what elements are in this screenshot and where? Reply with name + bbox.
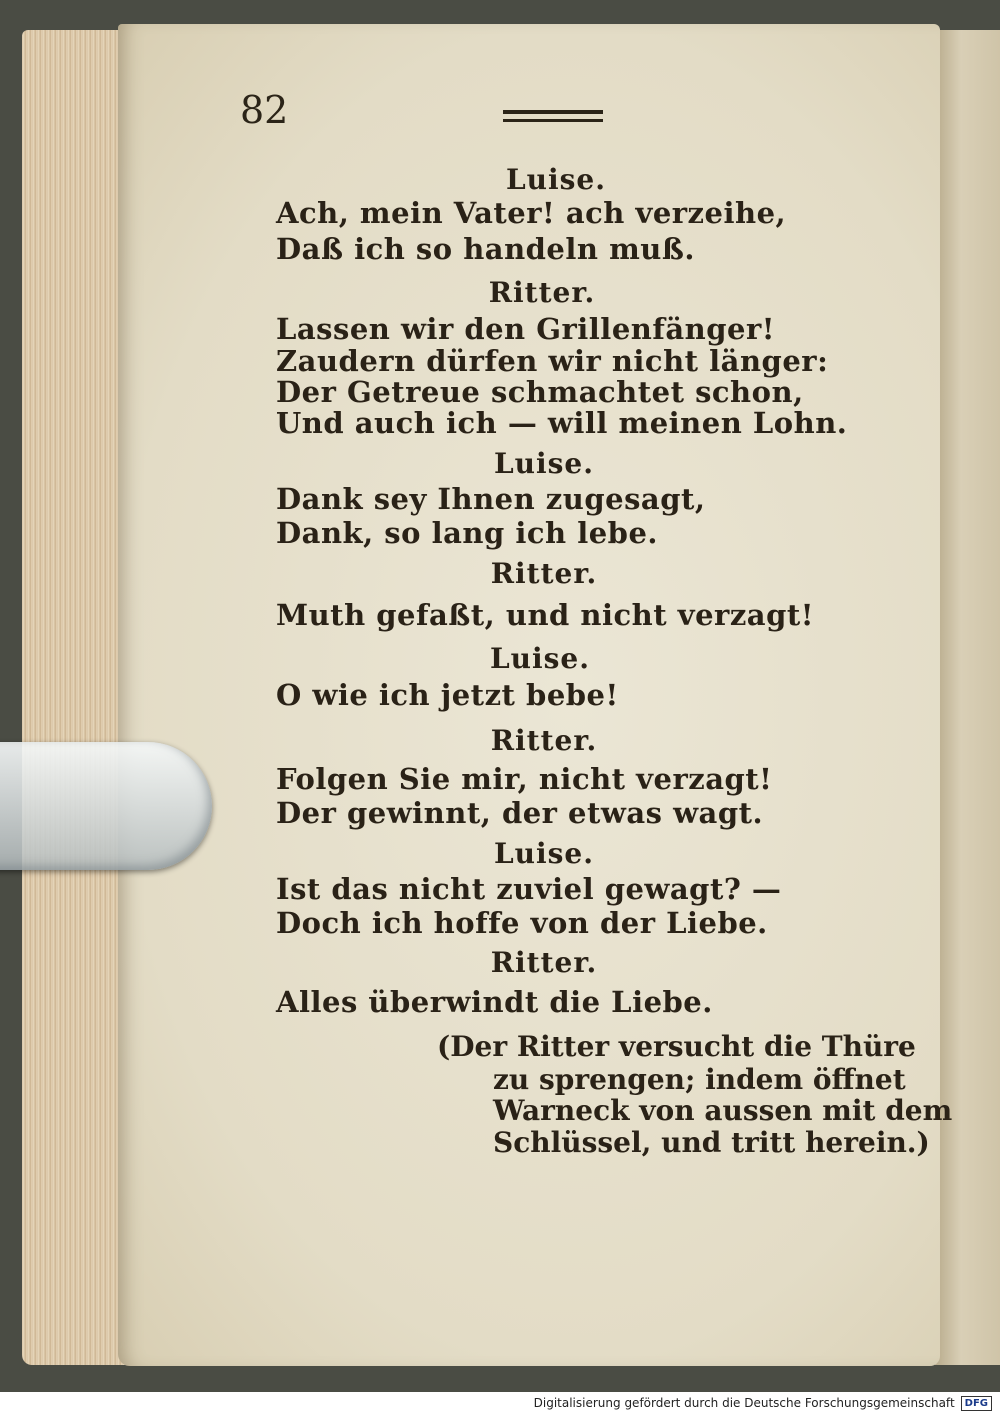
verse-line: Dank sey Ihnen zugesagt, [276, 482, 706, 516]
verse-line: Und auch ich — will meinen Lohn. [276, 406, 848, 440]
verse-line: Muth gefaßt, und nicht verzagt! [276, 598, 814, 632]
verse-line: Doch ich hoffe von der Liebe. [276, 906, 768, 940]
verse-line: Zaudern dürfen wir nicht länger: [276, 344, 829, 378]
verse-line: O wie ich jetzt bebe! [276, 678, 619, 712]
speaker-name: Luise. [493, 447, 594, 480]
speaker-name: Ritter. [490, 724, 598, 757]
verse-line: Ist das nicht zuviel gewagt? — [276, 872, 782, 906]
page-number: 82 [240, 88, 289, 132]
speaker-name: Luise. [489, 642, 590, 675]
speaker-name: Ritter. [488, 276, 596, 309]
stage-direction-line: (Der Ritter versucht die Thüre [437, 1030, 916, 1063]
verse-line: Der Getreue schmachtet schon, [276, 375, 804, 409]
verse-line: Alles überwindt die Liebe. [276, 985, 713, 1019]
stage-direction-line: Warneck von aussen mit dem [493, 1094, 953, 1127]
verse-line: Daß ich so handeln muß. [276, 232, 695, 266]
verse-line: Folgen Sie mir, nicht verzagt! [276, 762, 773, 796]
speaker-name: Luise. [505, 163, 606, 196]
speaker-name: Luise. [493, 837, 594, 870]
speaker-name: Ritter. [490, 946, 598, 979]
verse-line: Dank, so lang ich lebe. [276, 516, 658, 550]
stage-direction-line: zu sprengen; indem öffnet [493, 1063, 906, 1096]
verse-line: Lassen wir den Grillenfänger! [276, 312, 775, 346]
stage-direction-line: Schlüssel, und tritt herein.) [493, 1126, 930, 1159]
verse-line: Ach, mein Vater! ach verzeihe, [276, 196, 787, 230]
funding-footer [0, 1392, 1000, 1415]
dfg-logo: DFG [961, 1396, 992, 1411]
funding-notice: Digitalisierung gefördert durch die Deutsche Forschungsgemeinschaft [533, 1396, 955, 1410]
speaker-name: Ritter. [490, 557, 598, 590]
verse-line: Der gewinnt, der etwas wagt. [276, 796, 764, 830]
